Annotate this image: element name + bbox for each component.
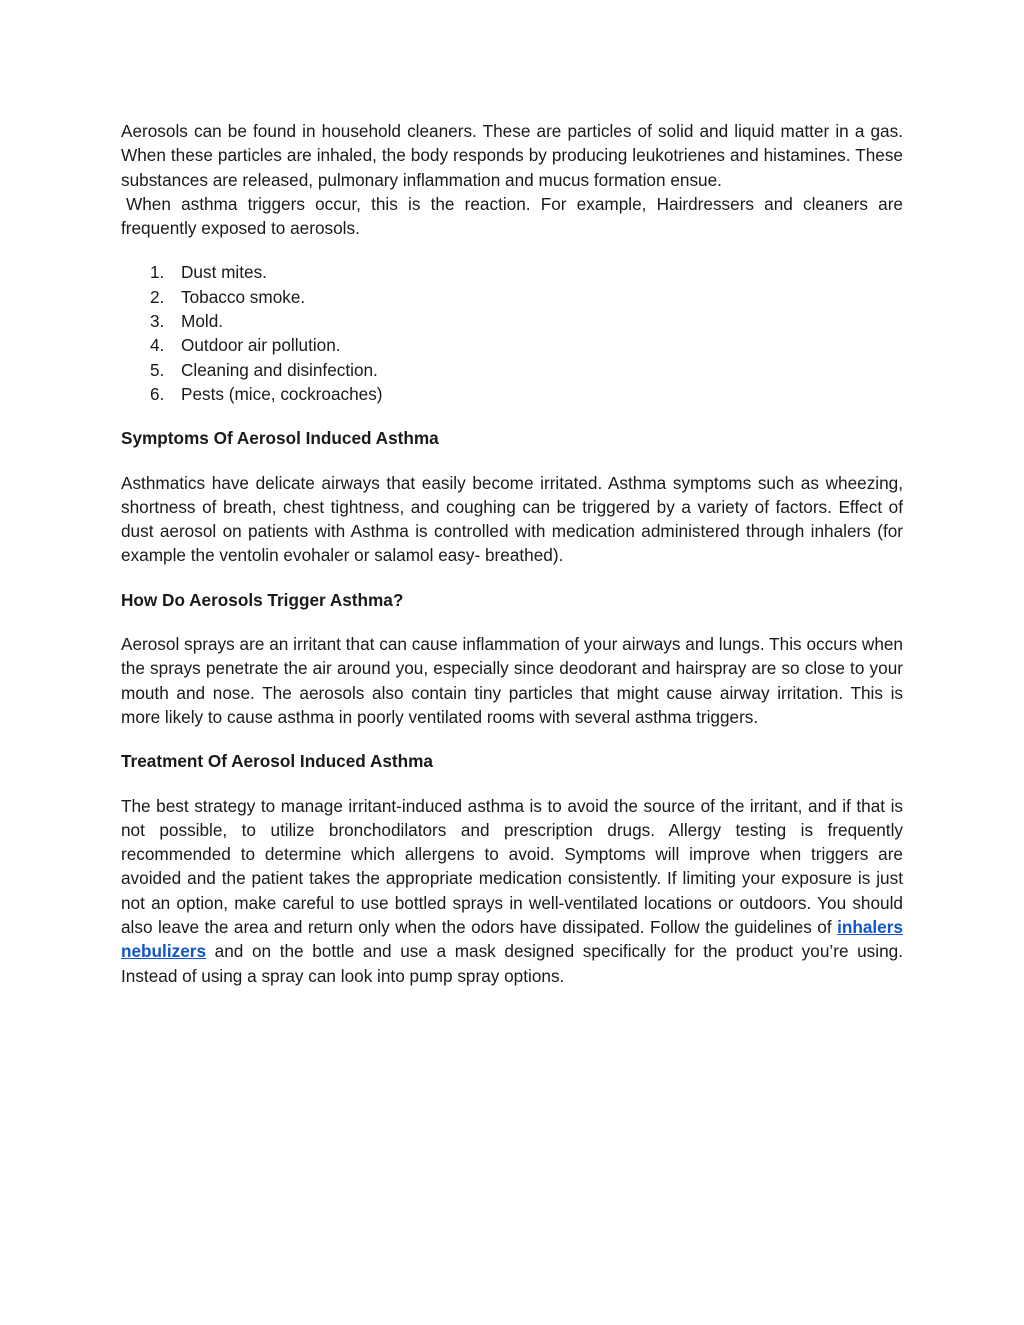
list-item-number: 3. <box>150 311 165 332</box>
list-item <box>121 260 903 284</box>
trigger-paragraph: Aerosol sprays are an irritant that can cause inflammation of your airways and lungs. This occurs when the sprays penetrate the air around you, especially since deodorant and hairspray are so close to your mouth and nose. The aerosols also contain tiny particles that might cause airway irritation. This is more likely to cause asthma in poorly ventilated rooms with several asthma triggers. <box>121 634 903 727</box>
list-item-number: 2. <box>150 286 165 307</box>
list-item-number: 6. <box>150 383 165 404</box>
list-item-number: 4. <box>150 335 165 356</box>
list-item <box>121 285 903 309</box>
list-item-text: Pests (mice, cockroaches) <box>181 383 383 404</box>
spacer <box>121 451 903 471</box>
intro-paragraph-2: When asthma triggers occur, this is the reaction. For example, Hairdressers and cleaners are frequently exposed to aerosols. <box>121 193 903 239</box>
triggers-list <box>121 260 903 406</box>
intro-paragraph: Aerosols can be found in household cleaners. These are particles of solid and liquid matter in a gas. When these particles are inhaled, the body responds by producing leukotrienes and histamines. These substances are released, pulmonary inflammation and mucus formation ensue. <box>121 121 903 190</box>
symptoms-paragraph: Asthmatics have delicate airways that easily become irritated. Asthma symptoms such as wheezing, shortness of breath, chest tightness, and coughing can be triggered by a variety of factors. Effect of dust aerosol on patients with Asthma is controlled with medication administered through inhalers (for example the ventolin evohaler or salamol easy- breathed). <box>121 472 903 566</box>
spacer <box>121 240 903 260</box>
list-item <box>121 309 903 333</box>
list-item-number: 1. <box>150 262 165 283</box>
list-item-text: Mold. <box>181 311 224 332</box>
list-item <box>121 358 903 382</box>
list-item-text: Outdoor air pollution. <box>181 335 341 356</box>
trigger-heading: How Do Aerosols Trigger Asthma? <box>121 589 404 610</box>
list-item-text: Cleaning and disinfection. <box>181 359 378 380</box>
list-item <box>121 382 903 406</box>
spacer <box>121 774 903 794</box>
inhalers-nebulizers-link[interactable]: inhalers nebulizers <box>121 917 903 962</box>
spacer <box>121 406 903 426</box>
treatment-heading: Treatment Of Aerosol Induced Asthma <box>121 751 433 772</box>
list-item <box>121 333 903 357</box>
treatment-text-before-link: The best strategy to manage irritant-induced asthma is to avoid the source of the irritant, and if that is not possible, to utilize bronchodilators and prescription drugs. Allergy testing is frequently recommended to determine which allergens to avoid. Symptoms will improve when triggers are avoided and the patient takes the appropriate medication consistently. If limiting your exposure is just not an option, make careful to use bottled sprays in well-ventilated locations or outdoors. You should also leave the area and return only when the odors have dissipated. Follow the guidelines of <box>121 795 903 938</box>
document-page <box>121 119 903 988</box>
list-item-number: 5. <box>150 359 165 380</box>
spacer <box>121 729 903 749</box>
spacer <box>121 568 903 588</box>
spacer <box>121 612 903 632</box>
list-item-text: Tobacco smoke. <box>181 286 306 307</box>
treatment-text-after-link: and on the bottle and use a mask designed specifically for the product you’re using. Instead of using a spray can look into pump spray options. <box>121 941 903 986</box>
list-item-text: Dust mites. <box>181 262 267 283</box>
treatment-paragraph <box>121 794 903 988</box>
symptoms-heading: Symptoms Of Aerosol Induced Asthma <box>121 428 439 449</box>
